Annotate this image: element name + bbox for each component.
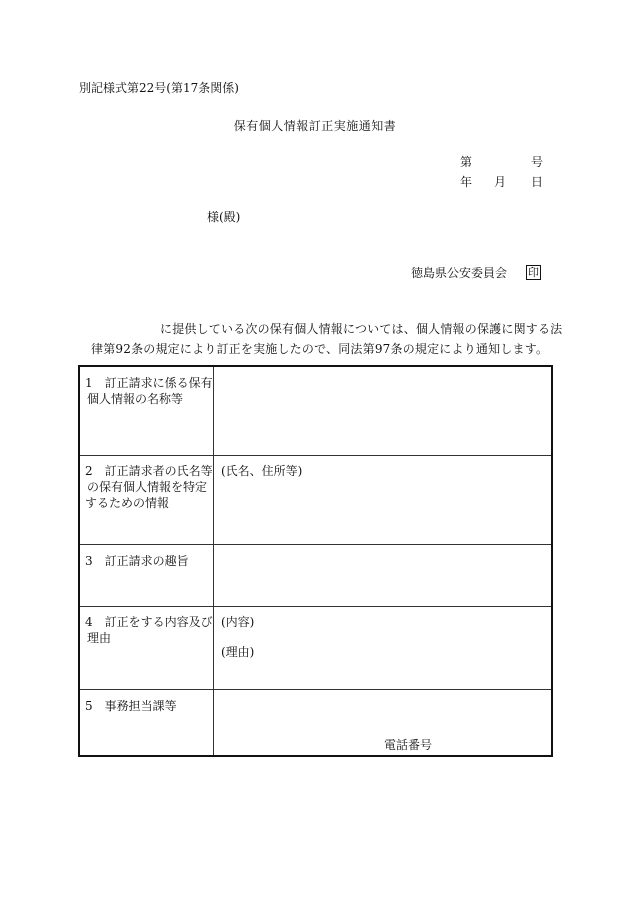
document-title: 保有個人情報訂正実施通知書 — [233, 119, 397, 133]
body-text-line1: に提供している次の保有個人情報については、個人情報の保護に関する法 — [160, 322, 563, 336]
row4-label-line2: 理由 — [87, 631, 112, 645]
row-divider — [80, 544, 551, 545]
issuer-name: 徳島県公安委員会 — [411, 266, 508, 280]
addressee: 様(殿) — [207, 210, 241, 224]
row4-label-line1: 4 訂正をする内容及び — [85, 615, 213, 629]
phone-number-label: 電話番号 — [384, 738, 433, 752]
number-prefix: 第 — [460, 155, 473, 169]
row2-label-line1: 2 訂正請求者の氏名等 — [85, 464, 213, 478]
row1-label-line2: 個人情報の名称等 — [87, 392, 184, 406]
seal-stamp: 印 — [528, 266, 539, 279]
date-month: 月 — [494, 175, 507, 189]
number-suffix: 号 — [531, 155, 544, 169]
form-id: 別記様式第22号(第17条関係) — [79, 81, 239, 95]
row2-label-line2: の保有個人情報を特定 — [87, 480, 208, 494]
row2-label — [85, 463, 213, 511]
column-divider — [213, 367, 214, 755]
row2-label-line3: するための情報 — [85, 496, 170, 510]
row4-value-reason: (理由) — [221, 645, 255, 659]
row4-value-content: (内容) — [221, 615, 255, 629]
date-day: 日 — [531, 175, 544, 189]
row1-label — [85, 375, 213, 407]
row3-label — [85, 553, 213, 569]
row-divider — [80, 689, 551, 690]
row4-label — [85, 614, 213, 646]
row5-label — [85, 698, 213, 714]
row-divider — [80, 455, 551, 456]
date-year: 年 — [460, 175, 473, 189]
row2-value: (氏名、住所等) — [221, 464, 303, 478]
row1-label-line1: 1 訂正請求に係る保有 — [85, 376, 213, 390]
notification-table — [78, 365, 553, 757]
row-divider — [80, 606, 551, 607]
row3-label-line1: 3 訂正請求の趣旨 — [85, 554, 189, 568]
body-text-line2: 律第92条の規定により訂正を実施したので、同法第97条の規定により通知します。 — [91, 342, 549, 356]
row5-label-line1: 5 事務担当課等 — [85, 699, 177, 713]
